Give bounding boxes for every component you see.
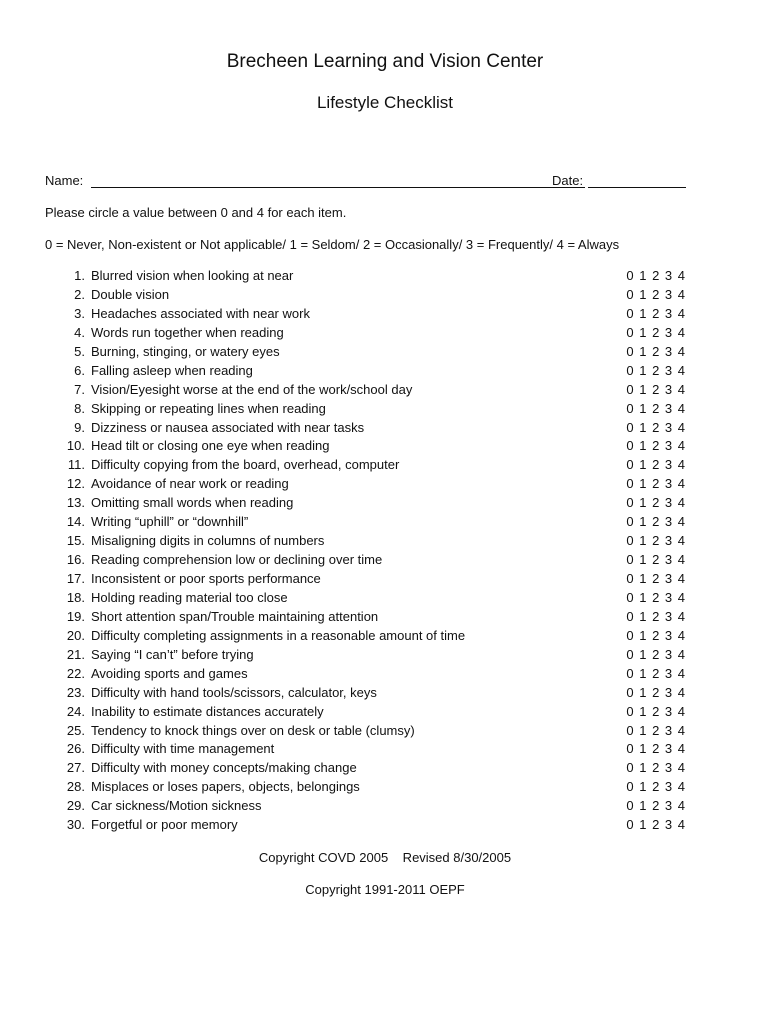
item-text: Misplaces or loses papers, objects, belongings (91, 779, 360, 795)
name-label: Name: (45, 173, 84, 188)
checklist-item (45, 646, 690, 665)
checklist-item (45, 305, 690, 324)
item-number: 30. (66, 817, 85, 833)
item-text: Reading comprehension low or declining over time (91, 552, 383, 568)
item-text: Difficulty with money concepts/making change (91, 760, 357, 776)
item-text: Difficulty completing assignments in a reasonable amount of time (91, 627, 466, 643)
item-text: Dizziness or nausea associated with near tasks (91, 419, 365, 435)
item-text: Difficulty with hand tools/scissors, calculator, keys (91, 684, 377, 700)
checklist (45, 267, 690, 835)
checklist-item (45, 816, 690, 835)
item-text: Head tilt or closing one eye when reading (91, 438, 330, 454)
item-number: 14. (66, 514, 85, 530)
scale-legend: 0 = Never, Non-existent or Not applicable/ 1 = Seldom/ 2 = Occasionally/ 3 = Frequently/ 4 = Always (45, 237, 620, 252)
item-number: 26. (66, 741, 85, 757)
item-text: Blurred vision when looking at near (91, 268, 294, 283)
checklist-item (45, 324, 690, 343)
checklist-item (45, 494, 690, 513)
checklist-item (45, 797, 690, 816)
rating-scale[interactable]: 0 1 2 3 4 (626, 684, 686, 700)
checklist-item (45, 513, 690, 532)
item-number: 7. (74, 381, 85, 397)
item-number: 29. (66, 798, 85, 814)
item-number: 19. (66, 608, 85, 624)
item-number: 1. (74, 268, 85, 283)
item-number: 24. (66, 703, 85, 719)
item-text: Holding reading material too close (91, 589, 288, 605)
date-label: Date: (552, 173, 584, 188)
item-text: Skipping or repeating lines when reading (91, 400, 326, 416)
page-subtitle: Lifestyle Checklist (316, 93, 454, 112)
item-number: 15. (66, 533, 85, 549)
checklist-item (45, 475, 690, 494)
item-number: 20. (66, 627, 85, 643)
checklist-item (45, 532, 690, 551)
rating-scale[interactable]: 0 1 2 3 4 (626, 722, 686, 738)
checklist-item (45, 570, 690, 589)
rating-scale[interactable]: 0 1 2 3 4 (626, 476, 686, 492)
copyright-covd: Copyright COVD 2005 Revised 8/30/2005 (258, 850, 512, 865)
checklist-item (45, 381, 690, 400)
rating-scale[interactable]: 0 1 2 3 4 (626, 324, 686, 340)
checklist-item (45, 286, 690, 305)
item-number: 22. (66, 665, 85, 681)
item-number: 21. (66, 646, 85, 662)
item-number: 12. (66, 476, 85, 492)
rating-scale[interactable]: 0 1 2 3 4 (626, 798, 686, 814)
rating-scale[interactable]: 0 1 2 3 4 (626, 362, 686, 378)
item-text: Tendency to knock things over on desk or table (clumsy) (91, 722, 415, 738)
item-text: Omitting small words when reading (91, 495, 294, 511)
item-number: 28. (66, 779, 85, 795)
rating-scale[interactable]: 0 1 2 3 4 (626, 817, 686, 833)
rating-scale[interactable]: 0 1 2 3 4 (626, 646, 686, 662)
rating-scale[interactable]: 0 1 2 3 4 (626, 305, 686, 321)
item-text: Writing “uphill” or “downhill” (91, 514, 249, 530)
item-text: Difficulty copying from the board, overhead, computer (91, 457, 400, 473)
checklist-item (45, 684, 690, 703)
item-number: 17. (66, 571, 85, 586)
item-number: 27. (66, 760, 85, 776)
name-date-row (45, 172, 690, 192)
rating-scale[interactable]: 0 1 2 3 4 (626, 438, 686, 454)
item-number: 11. (67, 457, 85, 473)
rating-scale[interactable]: 0 1 2 3 4 (626, 703, 686, 719)
checklist-item (45, 456, 690, 475)
item-number: 10. (66, 438, 85, 454)
rating-scale[interactable]: 0 1 2 3 4 (626, 495, 686, 511)
rating-scale[interactable]: 0 1 2 3 4 (626, 627, 686, 643)
item-number: 3. (74, 305, 85, 321)
rating-scale[interactable]: 0 1 2 3 4 (626, 552, 686, 568)
item-number: 16. (66, 552, 85, 568)
item-text: Falling asleep when reading (91, 362, 253, 378)
rating-scale[interactable]: 0 1 2 3 4 (626, 419, 686, 435)
rating-scale[interactable]: 0 1 2 3 4 (626, 343, 686, 359)
rating-scale[interactable]: 0 1 2 3 4 (626, 533, 686, 549)
item-text: Saying “I can’t” before trying (91, 646, 254, 662)
item-number: 13. (66, 495, 85, 511)
rating-scale[interactable]: 0 1 2 3 4 (626, 571, 686, 586)
checklist-item (45, 740, 690, 759)
item-text: Words run together when reading (91, 324, 284, 340)
item-text: Forgetful or poor memory (91, 817, 238, 833)
item-number: 8. (74, 400, 85, 416)
item-text: Double vision (91, 286, 170, 302)
rating-scale[interactable]: 0 1 2 3 4 (626, 741, 686, 757)
date-field[interactable] (588, 172, 686, 188)
checklist-item (45, 343, 690, 362)
rating-scale[interactable]: 0 1 2 3 4 (626, 514, 686, 530)
checklist-item (45, 589, 690, 608)
item-number: 9. (74, 419, 85, 435)
rating-scale[interactable]: 0 1 2 3 4 (626, 665, 686, 681)
rating-scale[interactable]: 0 1 2 3 4 (626, 457, 686, 473)
checklist-item (45, 722, 690, 741)
instruction-text: Please circle a value between 0 and 4 for each item. (45, 205, 347, 220)
item-text: Car sickness/Motion sickness (91, 798, 262, 814)
rating-scale[interactable]: 0 1 2 3 4 (626, 268, 686, 283)
checklist-item (45, 400, 690, 419)
checklist-item (45, 778, 690, 797)
item-number: 2. (74, 286, 85, 302)
item-text: Inability to estimate distances accurately (91, 703, 324, 719)
copyright-oepf: Copyright 1991-2011 OEPF (305, 882, 465, 897)
item-text: Misaligning digits in columns of numbers (91, 533, 325, 549)
name-field[interactable] (91, 172, 585, 188)
item-number: 18. (66, 589, 85, 605)
rating-scale[interactable]: 0 1 2 3 4 (626, 400, 686, 416)
item-text: Short attention span/Trouble maintaining attention (91, 608, 379, 624)
rating-scale[interactable]: 0 1 2 3 4 (626, 608, 686, 624)
rating-scale[interactable]: 0 1 2 3 4 (626, 286, 686, 302)
item-number: 25. (66, 722, 85, 738)
checklist-item (45, 759, 690, 778)
item-text: Avoiding sports and games (91, 665, 248, 681)
item-text: Difficulty with time management (91, 741, 275, 757)
checklist-item (45, 608, 690, 627)
checklist-item (45, 437, 690, 456)
page-title: Brecheen Learning and Vision Center (226, 51, 544, 72)
item-number: 4. (74, 324, 85, 340)
item-text: Avoidance of near work or reading (91, 476, 289, 492)
checklist-item (45, 419, 690, 438)
item-text: Headaches associated with near work (91, 305, 310, 321)
item-number: 5. (74, 343, 85, 359)
checklist-item (45, 627, 690, 646)
item-number: 6. (74, 362, 85, 378)
rating-scale[interactable]: 0 1 2 3 4 (626, 779, 686, 795)
checklist-item (45, 551, 690, 570)
checklist-item (45, 665, 690, 684)
checklist-item (45, 267, 690, 286)
item-text: Burning, stinging, or watery eyes (91, 343, 280, 359)
item-number: 23. (66, 684, 85, 700)
checklist-item (45, 362, 690, 381)
item-text: Vision/Eyesight worse at the end of the work/school day (91, 381, 413, 397)
rating-scale[interactable]: 0 1 2 3 4 (626, 381, 686, 397)
item-text: Inconsistent or poor sports performance (91, 571, 321, 586)
checklist-item (45, 703, 690, 722)
rating-scale[interactable]: 0 1 2 3 4 (626, 760, 686, 776)
rating-scale[interactable]: 0 1 2 3 4 (626, 589, 686, 605)
